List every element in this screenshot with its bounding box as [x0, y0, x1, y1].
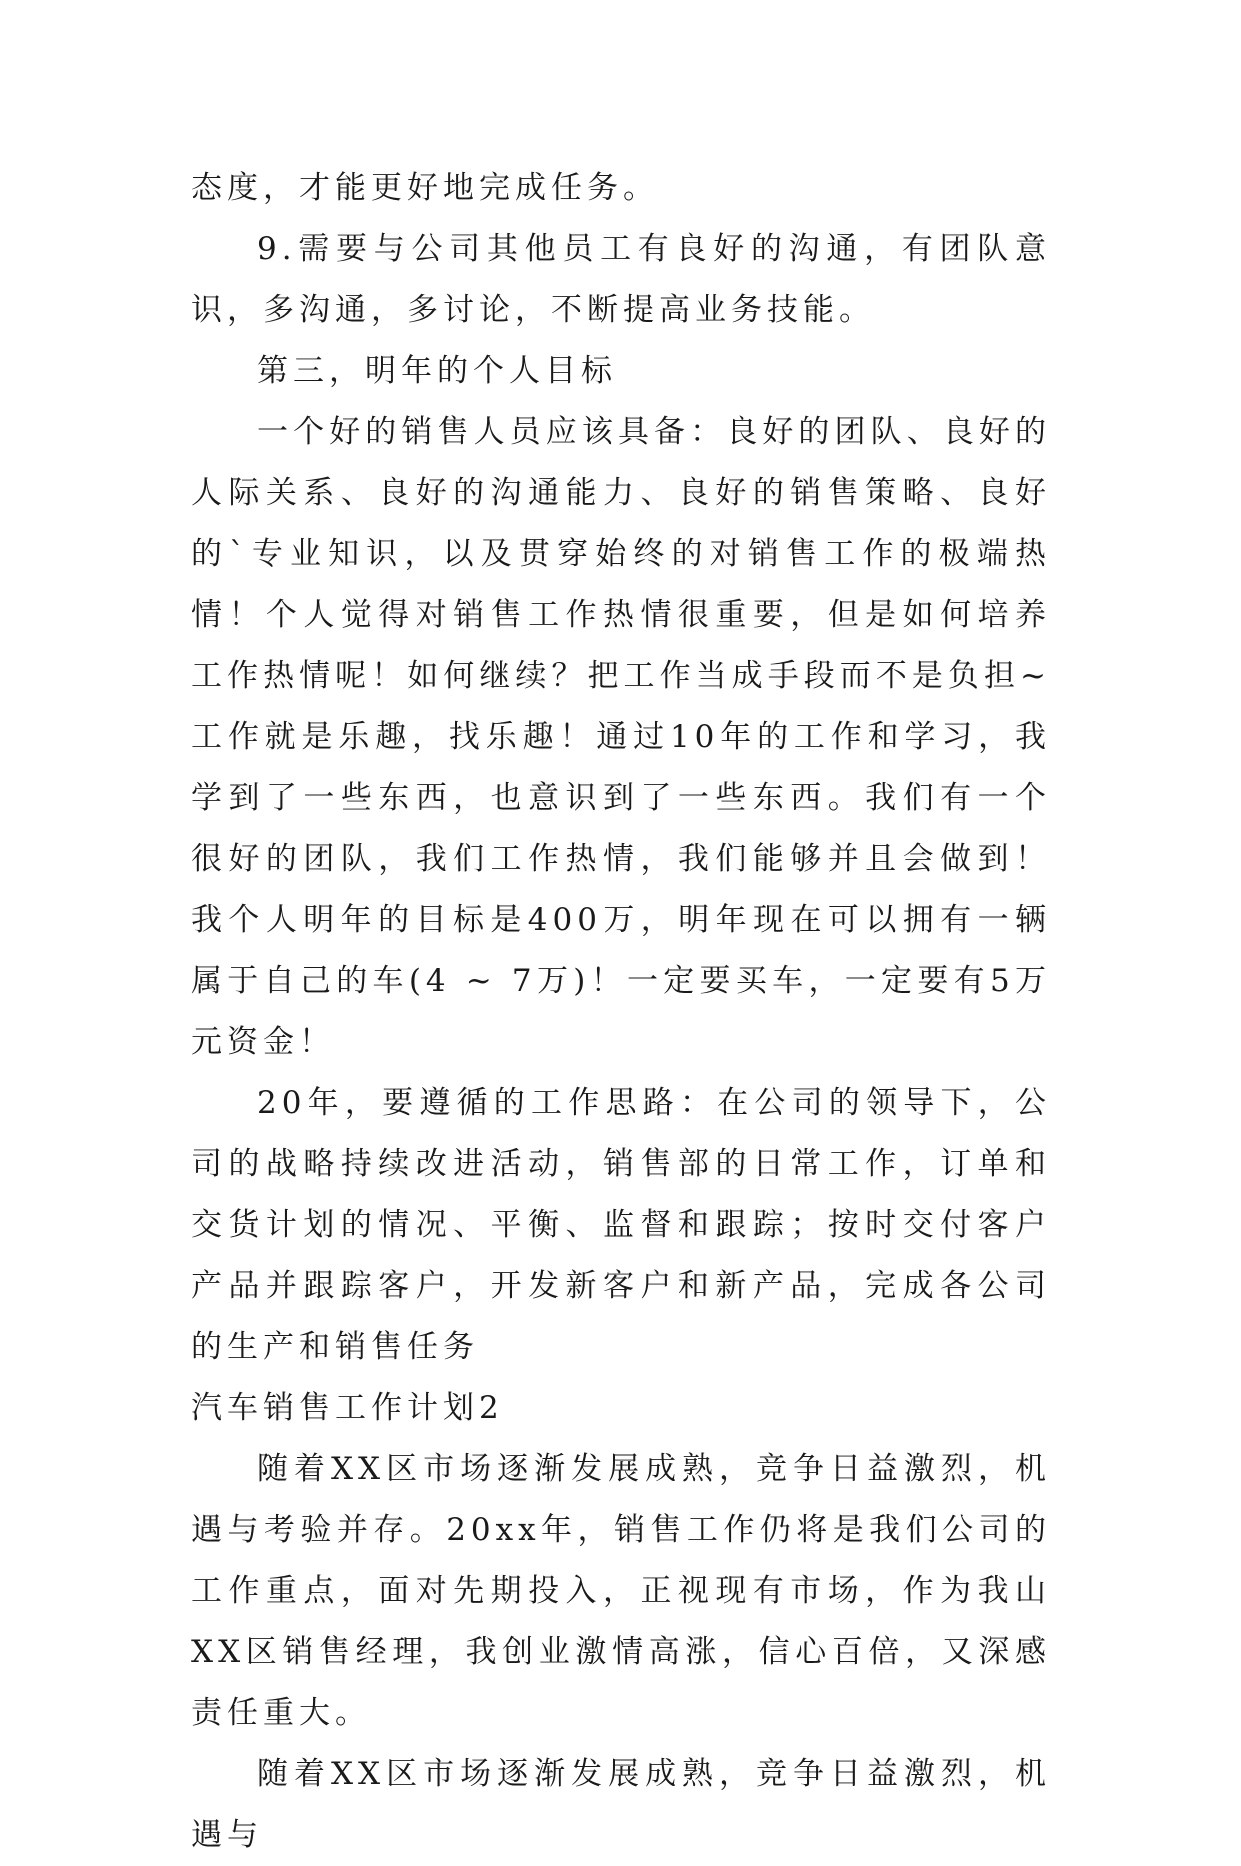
document-body: [191, 158, 1051, 1866]
paragraph-salesperson-qualities: 一个好的销售人员应该具备：良好的团队、良好的人际关系、良好的沟通能力、良好的销售策略、良好的`专业知识，以及贯穿始终的对销售工作的极端热情！个人觉得对销售工作热情很重要，但是如何培养工作热情呢！如何继续？把工作当成手段而不是负担~工作就是乐趣，找乐趣！通过10年的工作和学习，我学到了一些东西，也意识到了一些东西。我们有一个很好的团队，我们工作热情，我们能够并且会做到！我个人明年的目标是400万，明年现在可以拥有一辆属于自己的车(4 ~ 7万)！一定要买车，一定要有5万元资金！: [191, 414, 1051, 1060]
paragraph-work-approach: 20年，要遵循的工作思路：在公司的领导下，公司的战略持续改进活动，销售部的日常工作，订单和交货计划的情况、平衡、监督和跟踪；按时交付客户产品并跟踪客户，开发新客户和新产品，完成各公司的生产和销售任务: [191, 1085, 1051, 1365]
paragraph-item-9: 9.需要与公司其他员工有良好的沟通，有团队意识，多沟通，多讨论，不断提高业务技能。: [191, 231, 1051, 328]
document-title-plan-2: 汽车销售工作计划2: [191, 1390, 504, 1426]
section-heading-personal-goals: 第三，明年的个人目标: [257, 353, 617, 389]
paragraph-market-intro: 随着XX区市场逐渐发展成熟，竞争日益激烈，机遇与考验并存。20xx年，销售工作仍将是我们公司的工作重点，面对先期投入，正视现有市场，作为我山XX区销售经理，我创业激情高涨，信心百倍，又深感责任重大。: [191, 1451, 1051, 1731]
paragraph-market-repeat: 随着XX区市场逐渐发展成熟，竞争日益激烈，机遇与: [191, 1756, 1051, 1853]
paragraph-continuation: 态度，才能更好地完成任务。: [191, 170, 659, 206]
